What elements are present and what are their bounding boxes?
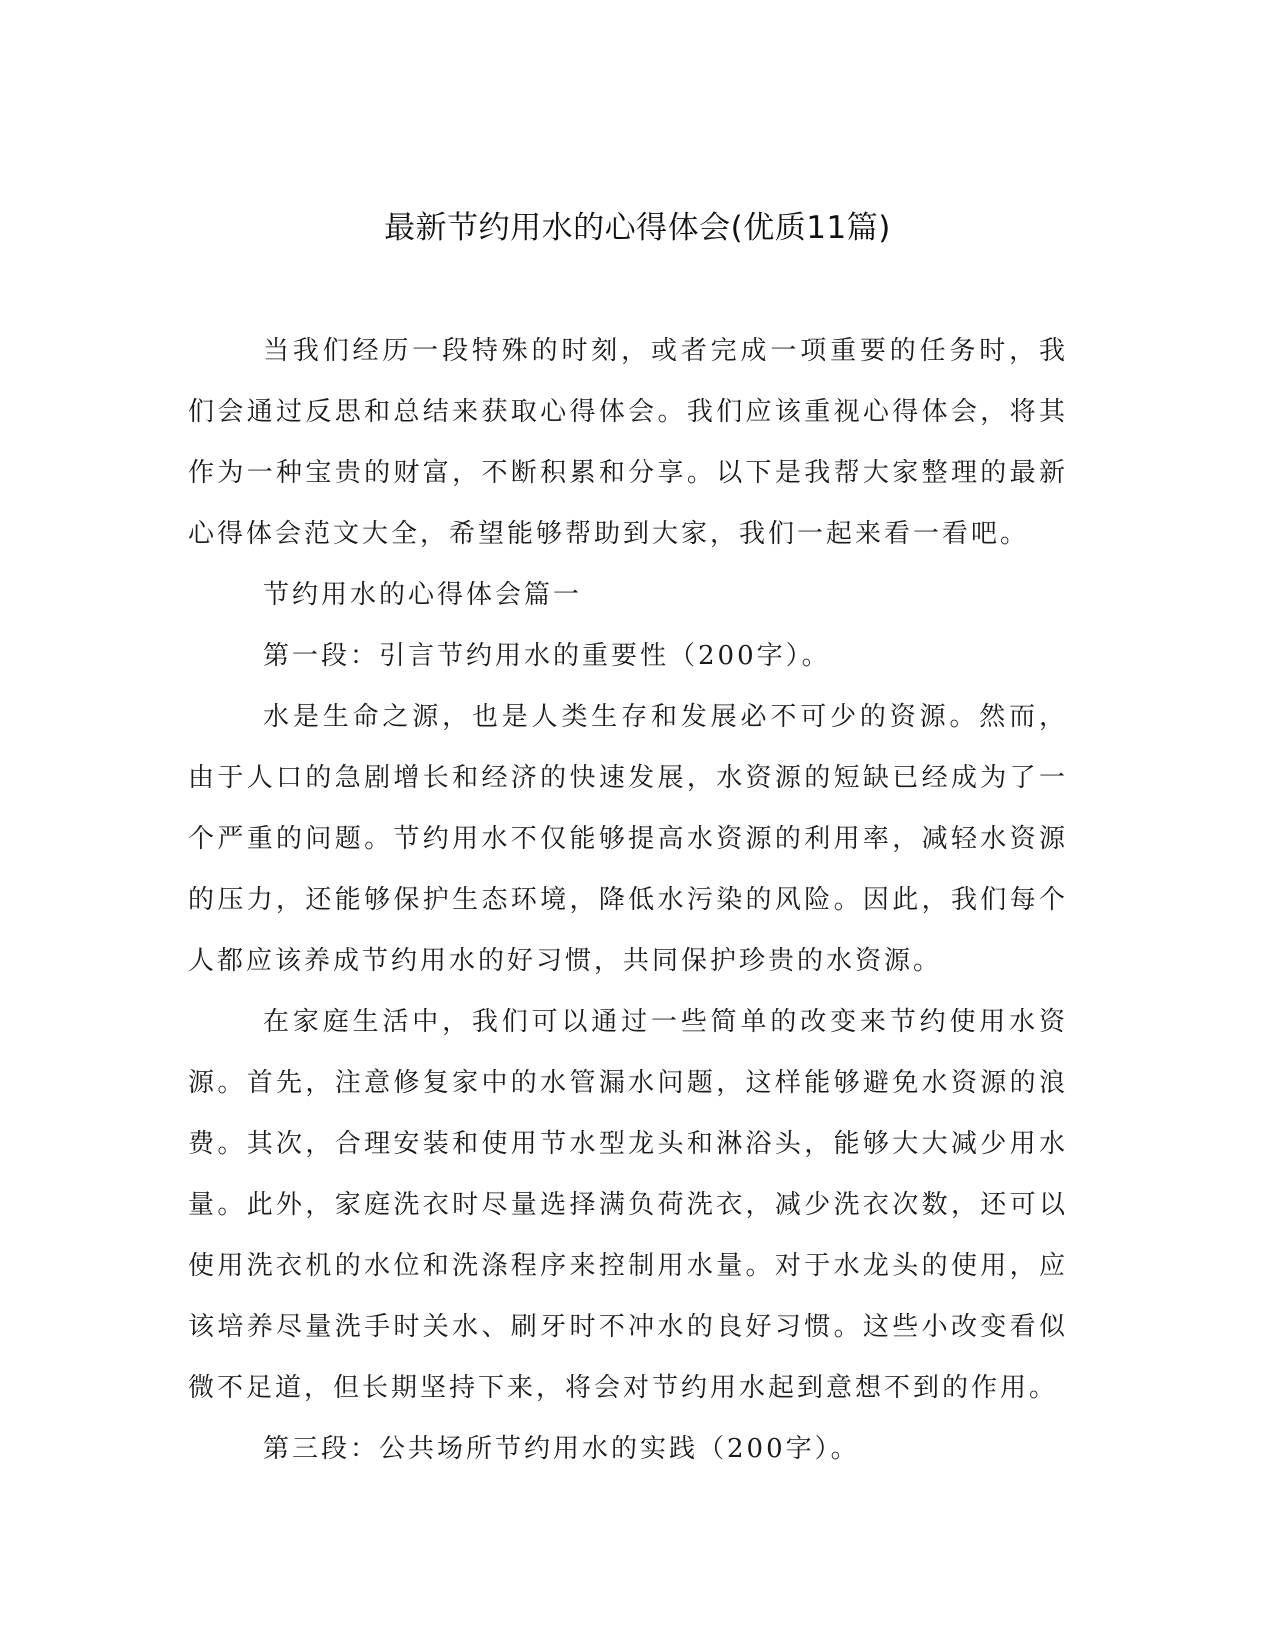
intro-paragraph: 当我们经历一段特殊的时刻，或者完成一项重要的任务时，我们会通过反思和总结来获取心得体会。我们应该重视心得体会，将其作为一种宝贵的财富，不断积累和分享。以下是我帮大家整理的最新心得体会范文大全，希望能够帮助到大家，我们一起来看一看吧。 [188,336,1068,549]
section-heading: 节约用水的心得体会篇一 [263,580,583,610]
body-paragraph: 在家庭生活中，我们可以通过一些简单的改变来节约使用水资源。首先，注意修复家中的水管漏水问题，这样能够避免水资源的浪费。其次，合理安装和使用节水型龙头和淋浴头，能够大大减少用水量。此外，家庭洗衣时尽量选择满负荷洗衣，减少洗衣次数，还可以使用洗衣机的水位和洗涤程序来控制用水量。对于水龙头的使用，应该培养尽量洗手时关水、刷牙时不冲水的良好习惯。这些小改变看似微不足道，但长期坚持下来，将会对节约用水起到意想不到的作用。 [188,1007,1068,1403]
body-paragraph: 水是生命之源，也是人类生存和发展必不可少的资源。然而，由于人口的急剧增长和经济的快速发展，水资源的短缺已经成为了一个严重的问题。节约用水不仅能够提高水资源的利用率，减轻水资源的压力，还能够保护生态环境，降低水污染的风险。因此，我们每个人都应该养成节约用水的好习惯，共同保护珍贵的水资源。 [188,702,1068,976]
section-subheading: 第一段：引言节约用水的重要性（200字）。 [263,641,831,671]
section-subheading: 第三段：公共场所节约用水的实践（200字）。 [263,1434,860,1464]
document-title: 最新节约用水的心得体会(优质11篇) [384,210,891,246]
document-body [188,321,1068,1480]
